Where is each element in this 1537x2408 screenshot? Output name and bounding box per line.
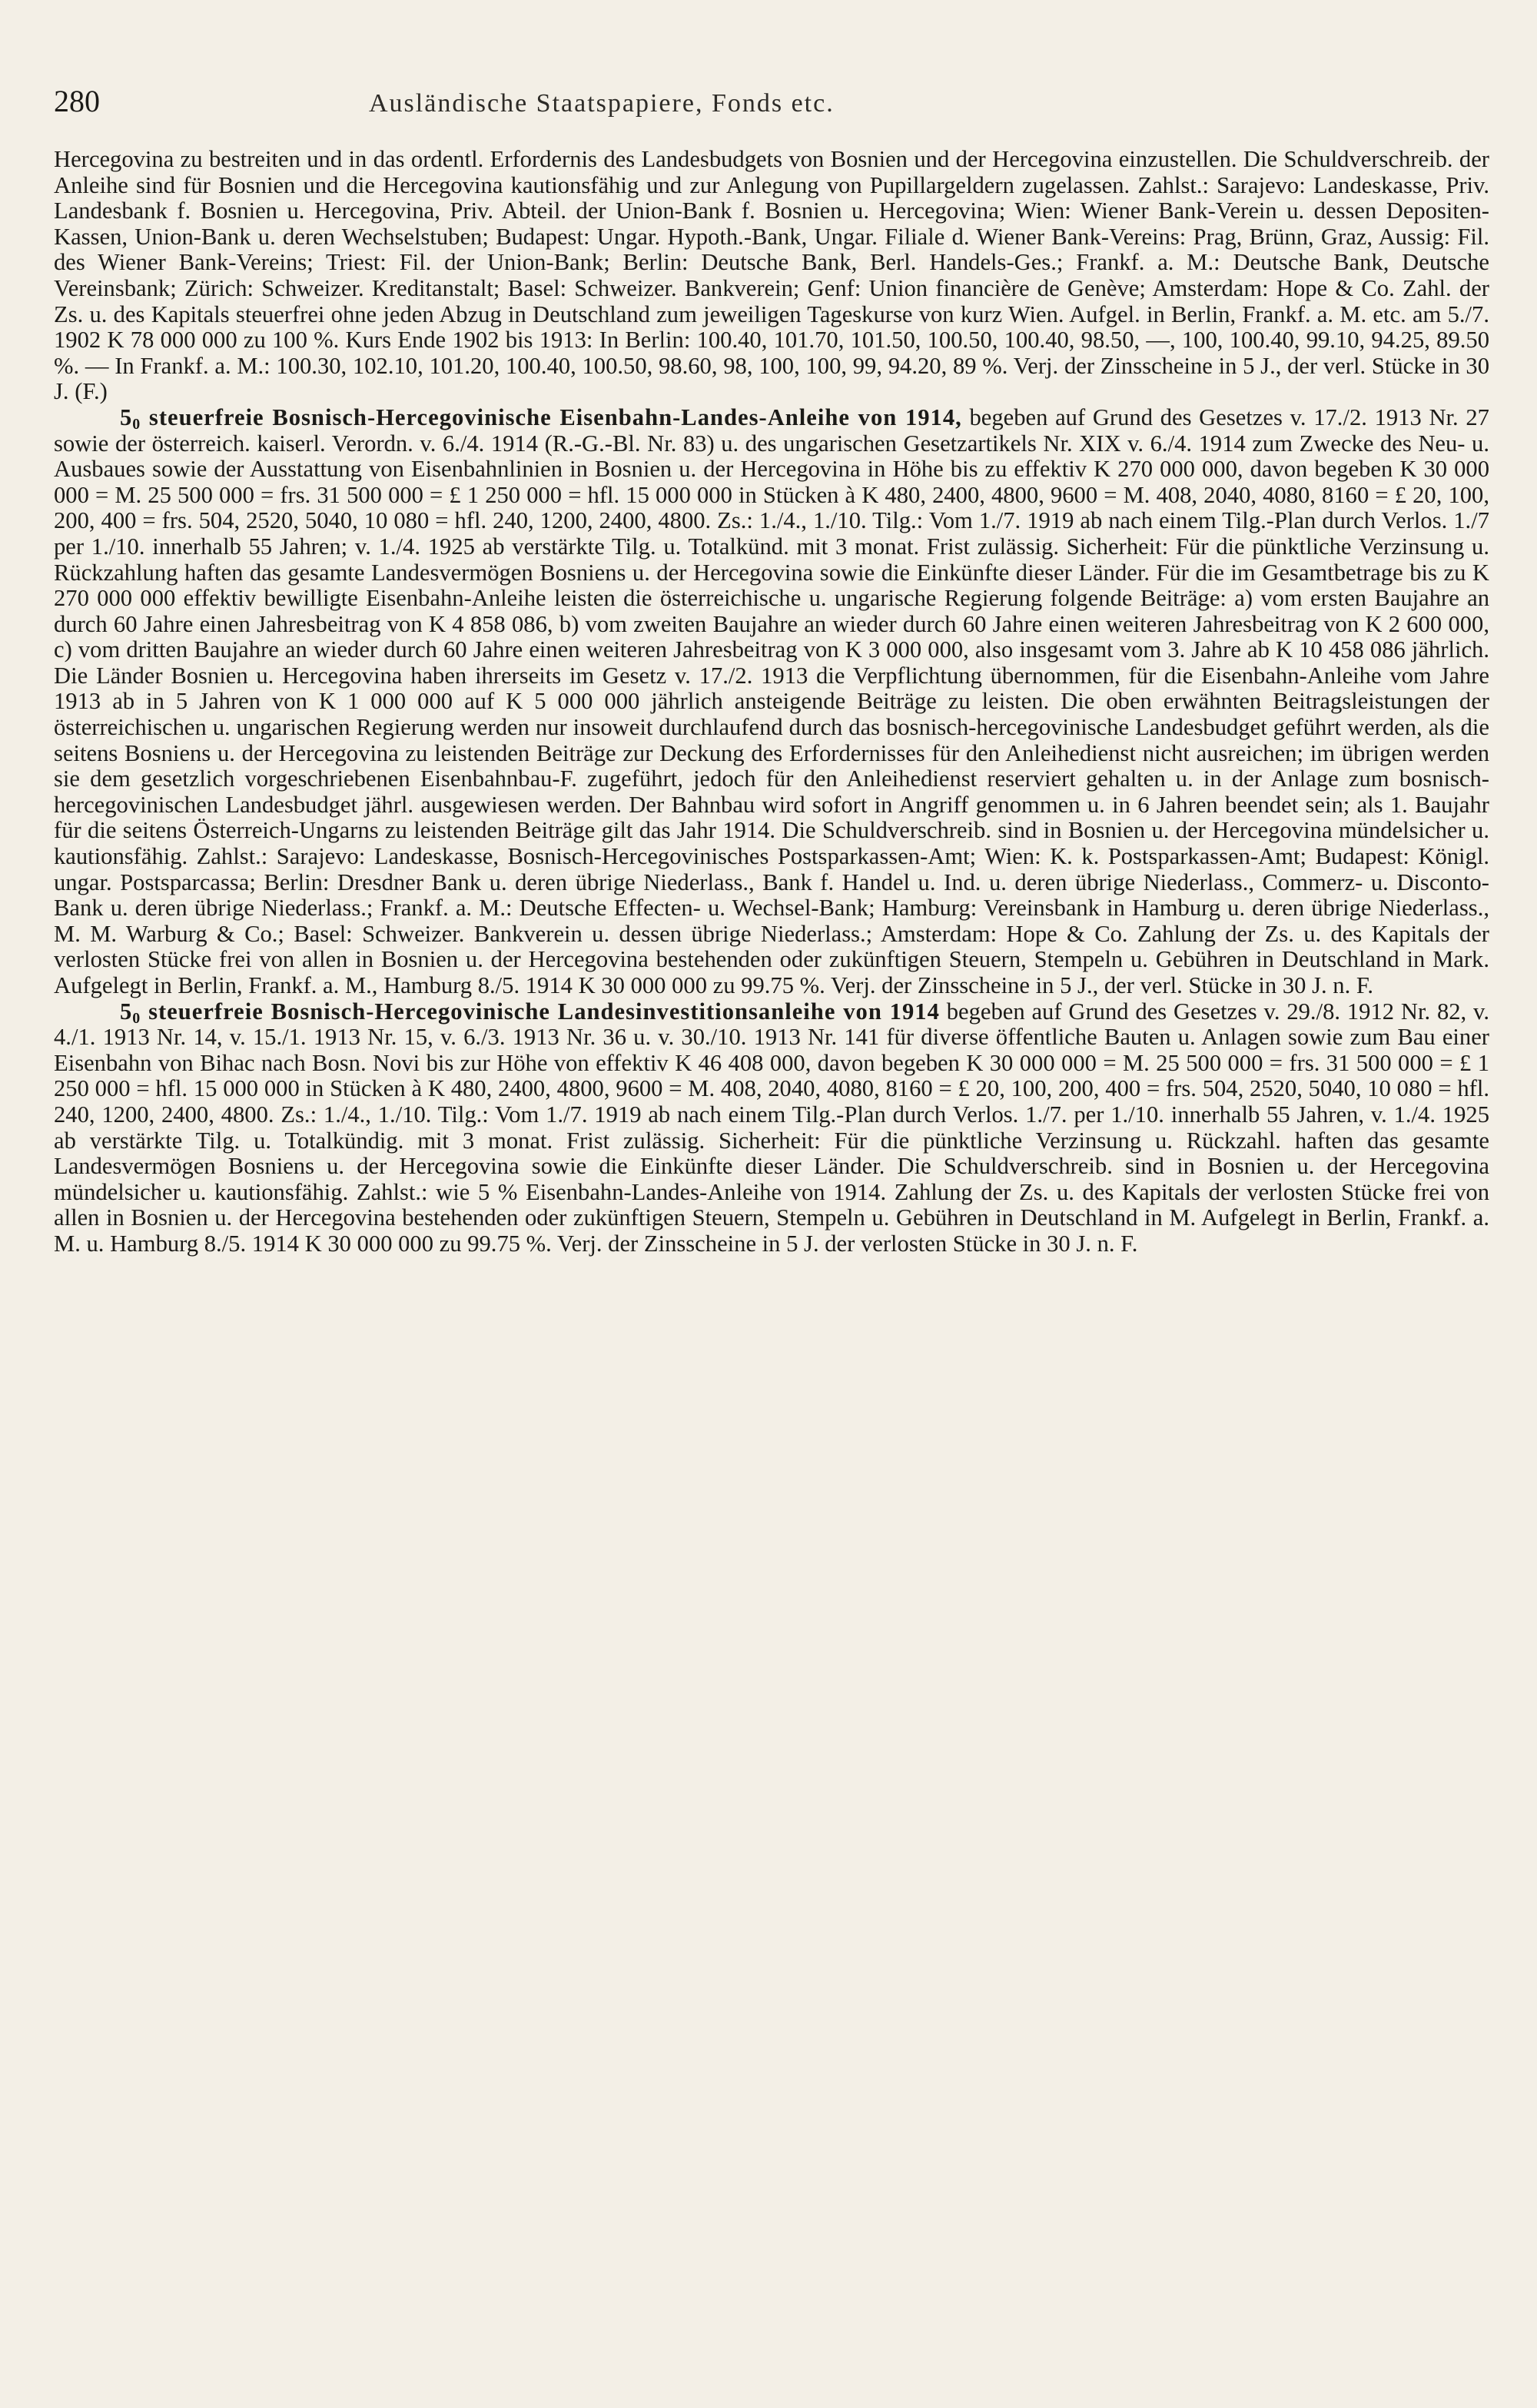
paragraph-text: begeben auf Grund des Gesetzes v. 29./8. 1912 Nr. 82, v. 4./1. 1913 Nr. 14, v. 15./1. 1913 Nr. 15, v. 6./3. 1913 Nr. 36 u. v. 30./10. 1913 Nr. 141 für diverse öffentliche Bauten u. Anlagen sowie zum Bau einer Eisenbahn von Bihac nach Bosn. Novi bis zur Höhe von effektiv K 46 408 000, davon begeben K 30 000 000 = M. 25 500 000 = frs. 31 500 000 = £ 1 250 000 = hfl. 15 000 000 in Stücken à K 480, 2400, 4800, 9600 = M. 408, 2040, 4080, 8160 = £ 20, 100, 200, 400 = frs. 504, 2520, 5040, 10 080 = hfl. 240, 1200, 2400, 4800. Zs.: 1./4., 1./10. Tilg.: Vom 1./7. 1919 ab nach einem Tilg.-Plan durch Verlos. 1./7. per 1./10. innerhalb 55 Jahren, v. 1./4. 1925 ab verstärkte Tilg. u. Totalkündig. mit 3 monat. Frist zulässig. Sicherheit: Für die pünktliche Verzinsung u. Rückzahl. haften das gesamte Landesvermögen Bosniens u. der Hercegovina sowie die Einkünfte dieser Länder. Die Schuldverschreib. sind in Bosnien u. der Hercegovina mündelsicher u. kautionsfähig. Zahlst.: wie 5 % Eisenbahn-Landes-Anleihe von 1914. Zahlung der Zs. u. des Kapitals der verlosten Stücke frei von allen in Bosnien u. der Hercegovina bestehenden oder zukünftigen Steuern, Stempeln u. Gebühren in Deutschland in M. Aufgelegt in Berlin, Frankf. a. M. u. Hamburg 8./5. 1914 K 30 000 000 zu 99.75 %. Verj. der Zinsscheine in 5 J. der verlosten Stücke in 30 J. n. F. — [54, 998, 1489, 1257]
entry-heading — [120, 404, 962, 433]
heading-rate-sub: 0 — [132, 415, 141, 433]
heading-rate: 5 — [120, 998, 133, 1025]
page-number: 280 — [54, 84, 100, 118]
paragraph-investment-loan-1914 — [54, 999, 1489, 1257]
paragraph-text: begeben auf Grund des Gesetzes v. 17./2. 1913 Nr. 27 sowie der österreich. kaiserl. Verordn. v. 6./4. 1914 (R.-G.-Bl. Nr. 83) u. des ungarischen Gesetzartikels Nr. XIX v. 6./4. 1914 zum Zwecke des Neu- u. Ausbaues sowie der Ausstattung von Eisenbahnlinien in Bosnien u. der Hercegovina in Höhe bis zu effektiv K 270 000 000, davon begeben K 30 000 000 = M. 25 500 000 = frs. 31 500 000 = £ 1 250 000 = hfl. 15 000 000 in Stücken à K 480, 2400, 4800, 9600 = M. 408, 2040, 4080, 8160 = £ 20, 100, 200, 400 = frs. 504, 2520, 5040, 10 080 = hfl. 240, 1200, 2400, 4800. Zs.: 1./4., 1./10. Tilg.: Vom 1./7. 1919 ab nach einem Tilg.-Plan durch Verlos. 1./7 per 1./10. innerhalb 55 Jahren; v. 1./4. 1925 ab verstärkte Tilg. u. Totalkünd. mit 3 monat. Frist zulässig. Sicherheit: Für die pünktliche Verzinsung u. Rückzahlung haften das gesamte Landesvermögen Bosniens u. der Hercegovina sowie die Einkünfte dieser Länder. Für die im Gesamtbetrage bis zu K 270 000 000 effektiv bewilligte Eisenbahn-Anleihe leisten die österreichische u. ungarische Regierung folgende Beiträge: a) vom ersten Baujahre an durch 60 Jahre einen Jahresbeitrag von K 4 858 086, b) vom zweiten Baujahre an wieder durch 60 Jahre einen weiteren Jahresbeitrag von K 2 600 000, c) vom dritten Baujahre an wieder durch 60 Jahre einen weiteren Jahresbeitrag von K 3 000 000, also insgesamt vom 3. Jahre ab K 10 458 086 jährlich. Die Länder Bosnien u. Hercegovina haben ihrerseits im Gesetz v. 17./2. 1913 die Verpflichtung übernommen, für die Eisenbahn-Anleihe vom Jahre 1913 ab in 5 Jahren von K 1 000 000 auf K 5 000 000 jährlich ansteigende Beiträge zu leisten. Die oben erwähnten Beitragsleistungen der österreichischen u. ungarischen Regierung werden nur insoweit durchlaufend durch das bosnisch-hercegovinische Landesbudget geführt werden, als die seitens Bosniens u. der Hercegovina zu leistenden Beiträge zur Deckung des Erfordernisses für den Anleihedienst nicht ausreichen; im übrigen werden sie dem gesetzlich vorgeschriebenen Eisenbahnbau-F. zugeführt, jedoch für den Anleihedienst reserviert gehalten u. in der Anlage zum bosnisch-hercegovinischen Landesbudget jährl. ausgewiesen werden. Der Bahnbau wird sofort in Angriff genommen u. in 6 Jahren beendet sein; als 1. Baujahr für die seitens Österreich-Ungarns zu leistenden Beiträge gilt das Jahr 1914. Die Schuldverschreib. sind in Bosnien u. der Hercegovina mündelsicher u. kautionsfähig. Zahlst.: Sarajevo: Landeskasse, Bosnisch-Hercegovinisches Postsparkassen-Amt; Wien: K. k. Postsparkassen-Amt; Budapest: Königl. ungar. Postsparcassa; Berlin: Dresdner Bank u. deren übrige Niederlass., Bank f. Handel u. Ind. u. deren übrige Niederlass., Commerz- u. Disconto-Bank u. deren übrige Niederlass.; Frankf. a. M.: Deutsche Effecten- u. Wechsel-Bank; Hamburg: Vereinsbank in Hamburg u. deren übrige Niederlass., M. M. Warburg & Co.; Basel: Schweizer. Bankverein u. dessen übrige Niederlass.; Amsterdam: Hope & Co. Zahlung der Zs. u. des Kapitals der verlosten Stücke frei von allen in Bosnien u. der Hercegovina bestehenden oder zukünftigen Steuern, Stempeln u. Gebühren in Deutschland in Mark. Aufgelegt in Berlin, Frankf. a. M., Hamburg 8./5. 1914 K 30 000 000 zu 99.75 %. Verj. der Zinsscheine in 5 J., der verl. Stücke in 30 J. n. F. — [54, 404, 1489, 998]
running-title: Ausländische Staatspapiere, Fonds etc. — [369, 89, 835, 118]
heading-rate: 5 — [120, 404, 133, 430]
paragraph-text: Hercegovina zu bestreiten und in das ordentl. Erfordernis des Landesbudgets von Bosnien und der Hercegovina einzustellen. Die Schuldverschreib. der Anleihe sind für Bosnien und die Hercegovina kautionsfähig und zur Anlegung von Pupillargeldern zugelassen. Zahlst.: Sarajevo: Landeskasse, Priv. Landesbank f. Bosnien u. Hercegovina, Priv. Abteil. der Union-Bank f. Bosnien u. Hercegovina; Wien: Wiener Bank-Verein u. dessen Depositen-Kassen, Union-Bank u. deren Wechselstuben; Budapest: Ungar. Hypoth.-Bank, Ungar. Filiale d. Wiener Bank-Vereins: Prag, Brünn, Graz, Aussig: Fil. des Wiener Bank-Vereins; Triest: Fil. der Union-Bank; Berlin: Deutsche Bank, Berl. Handels-Ges.; Frankf. a. M.: Deutsche Bank, Deutsche Vereinsbank; Zürich: Schweizer. Kreditanstalt; Basel: Schweizer. Bankverein; Genf: Union financière de Genève; Amsterdam: Hope & Co. Zahl. der Zs. u. des Kapitals steuerfrei ohne jeden Abzug in Deutschland zum jeweiligen Tageskurse von kurz Wien. Aufgel. in Berlin, Frankf. a. M. etc. am 5./7. 1902 K 78 000 000 zu 100 %. Kurs Ende 1902 bis 1913: In Berlin: 100.40, 101.70, 101.50, 100.50, 100.40, 98.50, —, 100, 100.40, 99.10, 94.25, 89.50 %. — In Frankf. a. M.: 100.30, 102.10, 101.20, 100.40, 100.50, 98.60, 98, 100, 100, 99, 94.20, 89 %. Verj. der Zinsscheine in 5 J., der verl. Stücke in 30 J. (F.) — [54, 146, 1489, 405]
heading-title: steuerfreie Bosnisch-Hercegovinische Landesinvestitionsanleihe von 1914 — [141, 998, 940, 1025]
entry-heading — [120, 998, 940, 1025]
heading-rate-sub: 0 — [132, 1009, 141, 1027]
body-text — [54, 147, 1489, 1257]
paragraph-railway-loan-1914 — [54, 405, 1489, 999]
page-header — [54, 83, 1489, 119]
heading-title: steuerfreie Bosnisch-Hercegovinische Eisenbahn-Landes-Anleihe von 1914, — [141, 404, 962, 430]
paragraph-continuation — [54, 147, 1489, 405]
